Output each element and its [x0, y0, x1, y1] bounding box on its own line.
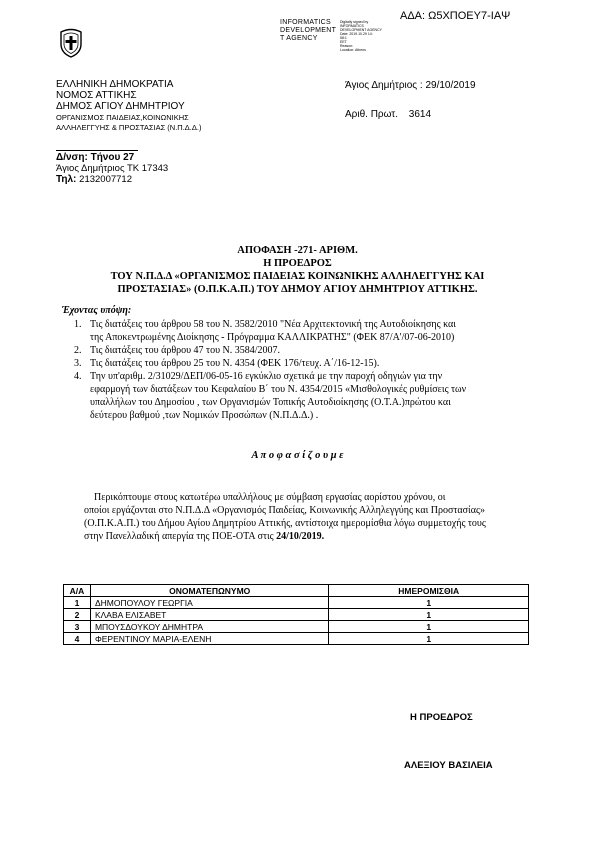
paragraph-line: (Ο.Π.Κ.Α.Π.) του Δήμου Αγίου Δημητρίου Αττικής, αντίστοιχα ημερομίσθια λόγω συμμετοχής τους	[84, 518, 486, 529]
strike-date: 24/10/2019.	[276, 531, 325, 542]
list-item-line: υπαλλήλων του Δημοσίου , των Οργανισμών Τοπικής Αυτοδιοίκησης (Ο.Τ.Α.)πρώτου και	[90, 397, 451, 408]
paragraph-text: στην Πανελλαδική απεργία της ΠΟΕ-ΟΤΑ στις	[84, 531, 277, 542]
employee-name: ΦΕΡΕΝΤΙΝΟΥ ΜΑΡΙΑ-ΕΛΕΝΗ	[90, 633, 328, 645]
column-header-name: ΟΝΟΜΑΤΕΠΩΝΥΜΟ	[90, 585, 328, 597]
title-line: Η ΠΡΟΕΔΡΟΣ	[263, 258, 332, 269]
date-line: Άγιος Δημήτριος : 29/10/2019	[345, 80, 476, 91]
list-item-line: Τις διατάξεις του άρθρου 25 του Ν. 4354 (ΦΕΚ 176/τευχ. Α΄/16-12-15).	[90, 358, 380, 369]
list-item-number: 2.	[74, 345, 82, 356]
table-row	[64, 621, 529, 633]
employee-name: ΔΗΜΟΠΟΥΛΟΥ ΓΕΩΡΓΙΑ	[90, 597, 328, 609]
stamp-line: DEVELOPMENT	[280, 27, 337, 34]
stamp-small-line: DEVELOPMENT AGENCY	[340, 28, 382, 32]
address-phone	[56, 174, 168, 185]
sender-block	[56, 79, 185, 112]
column-header-days: ΗΜΕΡΟΜΙΣΘΙΑ	[329, 585, 529, 597]
row-number: 1	[64, 597, 91, 609]
address-value: Τήνου 27	[90, 152, 135, 163]
considering-heading: Έχοντας υπόψη:	[62, 305, 132, 316]
ada-code: ΑΔΑ: Ω5ΧΠΟΕΥ7-ΙΑΨ	[400, 10, 511, 22]
days-count: 1	[329, 633, 529, 645]
protocol-label: Αριθ. Πρωτ.	[345, 109, 399, 120]
list-item	[74, 318, 564, 344]
list-item-line: Τις διατάξεις του άρθρου 47 του Ν. 3584/2007.	[90, 345, 281, 356]
stamp-small-line: Date: 2019.10.29 14:	[340, 32, 373, 36]
sender-line: ΔΗΜΟΣ ΑΓΙΟΥ ΔΗΜΗΤΡΙΟΥ	[56, 101, 185, 112]
stamp-small-line: Location: Athens	[340, 48, 366, 52]
phone-value: 2132007712	[79, 174, 132, 185]
paragraph-line: οποίοι εργάζονται στο Ν.Π.Δ.Δ «Οργανισμός Παιδείας, Κοινωνικής Αλληλεγγύης και Προστασίας»	[84, 505, 485, 516]
decision-heading: Α π ο φ α σ ί ζ ο υ μ ε	[251, 450, 344, 461]
paragraph-line: Περικόπτουμε στους κατωτέρω υπαλλήλους με σύμβαση εργασίας αορίστου χρόνου, οι	[94, 492, 446, 503]
days-count: 1	[329, 609, 529, 621]
paragraph-line	[84, 530, 564, 543]
days-count: 1	[329, 597, 529, 609]
row-number: 4	[64, 633, 91, 645]
sender-line: ΝΟΜΟΣ ΑΤΤΙΚΗΣ	[56, 90, 137, 101]
list-item-line: εφαρμογή των διατάξεων του Κεφαλαίου Β΄ του Ν. 4354/2015 «Μισθολογικές ρυθμίσεις των	[90, 384, 467, 395]
table-row	[64, 597, 529, 609]
stamp-small-line: INFORMATICS	[340, 24, 364, 28]
stamp-small-line: 58:1	[340, 36, 347, 40]
address-block	[56, 152, 168, 185]
signature-role: Η ΠΡΟΕΔΡΟΣ	[410, 712, 473, 723]
table-row	[64, 633, 529, 645]
employee-name: ΚΛΑΒΑ ΕΛΙΣΑΒΕΤ	[90, 609, 328, 621]
considering-list	[74, 318, 564, 422]
stamp-line: T AGENCY	[280, 35, 318, 42]
row-number: 3	[64, 621, 91, 633]
sender-org	[56, 113, 201, 133]
list-item-line: της Αποκεντρωμένης Διοίκησης - Πρόγραμμα ΚΑΛΛΙΚΡΑΤΗΣ" (ΦΕΚ 87/Α'/07-06-2010)	[90, 332, 455, 343]
protocol-number: 3614	[408, 109, 432, 120]
days-count: 1	[329, 621, 529, 633]
table-row	[64, 609, 529, 621]
sender-line: ΕΛΛΗΝΙΚΗ ΔΗΜΟΚΡΑΤΙΑ	[56, 79, 174, 90]
address-street	[56, 152, 168, 163]
title-line: ΑΠΟΦΑΣΗ -271- ΑΡΙΘΜ.	[237, 245, 358, 256]
column-header-aa: Α/Α	[64, 585, 91, 597]
decision-paragraph	[84, 491, 564, 543]
employee-name: ΜΠΟΥΣΔΟΥΚΟΥ ΔΗΜΗΤΡΑ	[90, 621, 328, 633]
title-line: ΠΡΟΣΤΑΣΙΑΣ» (Ο.Π.Κ.Α.Π.) ΤΟΥ ΔΗΜΟΥ ΑΓΙΟΥ ΔΗΜΗΤΡΙΟΥ ΑΤΤΙΚΗΣ.	[117, 284, 478, 295]
list-item	[74, 357, 564, 370]
divider	[56, 150, 138, 151]
list-item	[74, 370, 564, 422]
protocol-line	[345, 109, 431, 120]
address-label: Δ/νση:	[56, 152, 88, 163]
phone-label: Τηλ:	[56, 174, 77, 185]
list-item	[74, 344, 564, 357]
table-header-row	[64, 585, 529, 597]
signature-name: ΑΛΕΞΙΟΥ ΒΑΣΙΛΕΙΑ	[404, 760, 493, 771]
stamp-small-line: Reason:	[340, 44, 354, 48]
list-item-line: Την υπ'αριθμ. 2/31029/ΔΕΠ/06-05-16 εγκύκλιο σχετικά με την παροχή οδηγιών για την	[90, 371, 443, 382]
title-line: ΤΟΥ Ν.Π.Δ.Δ «ΟΡΓΑΝΙΣΜΟΣ ΠΑΙΔΕΙΑΣ ΚΟΙΝΩΝΙΚΗΣ ΑΛΛΗΛΕΓΓΥΗΣ ΚΑΙ	[110, 271, 485, 282]
decision-title	[40, 244, 555, 296]
list-item-line: Τις διατάξεις του άρθρου 58 του Ν. 3582/2010 "Νέα Αρχιτεκτονική της Αυτοδιοίκησης και	[90, 319, 456, 330]
list-item-line: δεύτερου βαθμού ,των Νομικών Προσώπων (Ν.Π.Δ.Δ.) .	[90, 410, 319, 421]
list-item-number: 4.	[74, 371, 82, 382]
list-item-number: 3.	[74, 358, 82, 369]
employees-table	[63, 584, 529, 645]
sender-line: ΟΡΓΑΝΙΣΜΟΣ ΠΑΙΔΕΙΑΣ,ΚΟΙΝΩΝΙΚΗΣ	[56, 113, 189, 122]
sender-line: ΑΛΛΗΛΕΓΓΥΗΣ & ΠΡΟΣΤΑΣΙΑΣ (Ν.Π.Δ.Δ.)	[56, 123, 202, 132]
greek-emblem-icon	[58, 28, 84, 58]
stamp-line: INFORMATICS	[280, 19, 332, 26]
list-item-number: 1.	[74, 319, 82, 330]
stamp-small-line: Digitally signed by	[340, 20, 369, 24]
row-number: 2	[64, 609, 91, 621]
stamp-small-line: EET	[340, 40, 347, 44]
address-city: Άγιος Δημήτριος ΤΚ 17343	[56, 163, 169, 174]
